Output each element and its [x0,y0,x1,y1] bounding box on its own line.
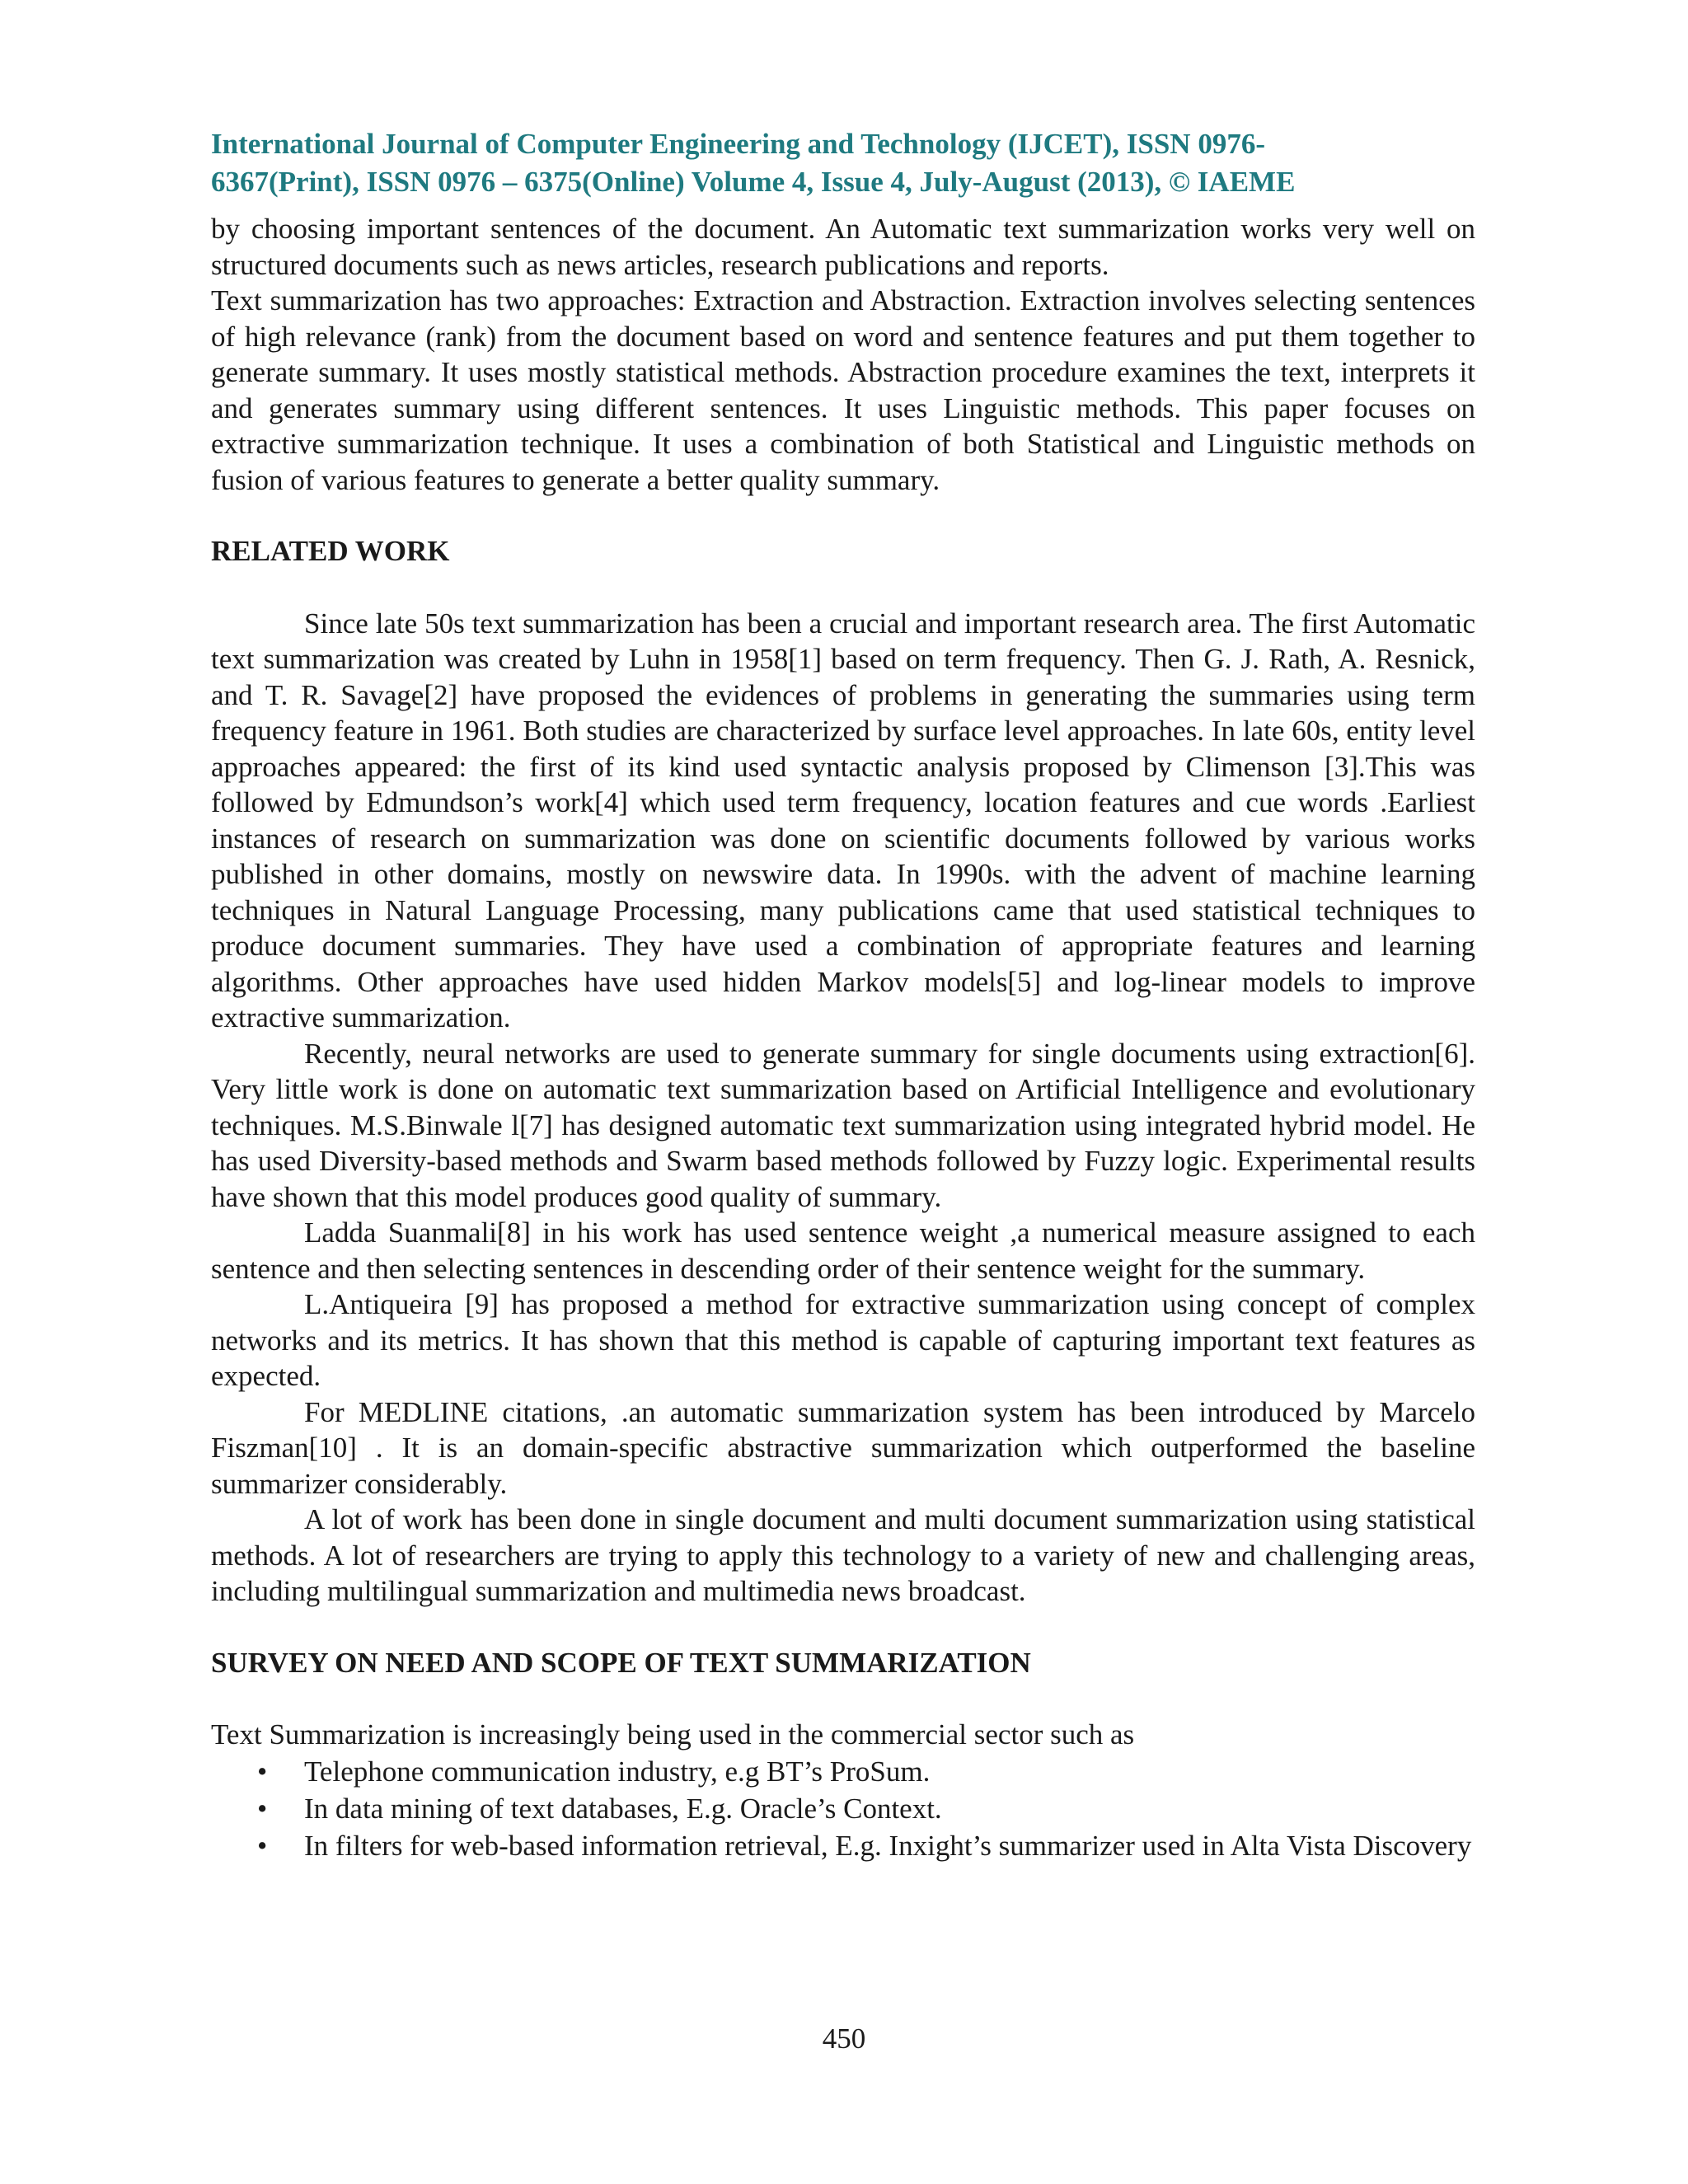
journal-header-line-1: International Journal of Computer Engineering and Technology (IJCET), ISSN 0976- [211,128,1265,160]
list-item-text: Telephone communication industry, e.g BT’s ProSum. [304,1755,931,1788]
journal-header [211,125,1475,201]
intro-paragraph-1: by choosing important sentences of the document. An Automatic text summarization works very well on structured documents such as news articles, research publications and reports. [211,213,1475,281]
journal-header-line-2: 6367(Print), ISSN 0976 – 6375(Online) Volume 4, Issue 4, July-August (2013), © IAEME [211,166,1296,198]
related-work-paragraph-6: A lot of work has been done in single document and multi document summarization using statistical methods. A lot of researchers are trying to apply this technology to a variety of new and challenging areas, including multilingual summarization and multimedia news broadcast. [211,1503,1475,1607]
bullet-icon: • [257,1755,268,1788]
list-item [211,1790,1475,1827]
related-work-paragraph-2: Recently, neural networks are used to generate summary for single documents using extraction[6]. Very little work is done on automatic text summarization based on Artificial Intelligence and evolutionary techniques. M.S.Binwale l[7] has designed automatic text summarization using integrated hybrid model. He has used Diversity-based methods and Swarm based methods followed by Fuzzy logic. Experimental results have shown that this model produces good quality of summary. [211,1037,1475,1213]
intro-paragraph-2: Text summarization has two approaches: Extraction and Abstraction. Extraction involves selecting sentences of high relevance (rank) from the document based on word and sentence features and put them together to generate summary. It uses mostly statistical methods. Abstraction procedure examines the text, interprets it and generates summary using different sentences. It uses Linguistic methods. This paper focuses on extractive summarization technique. It uses a combination of both Statistical and Linguistic methods on fusion of various features to generate a better quality summary. [211,284,1475,496]
bullet-icon: • [257,1792,268,1825]
related-work-paragraph-1: Since late 50s text summarization has been a crucial and important research area. The first Automatic text summarization was created by Luhn in 1958[1] based on term frequency. Then G. J. Rath, A. Resnick, and T. R. Savage[2] have proposed the evidences of problems in generating the summaries using term frequency feature in 1961. Both studies are characterized by surface level approaches. In late 60s, entity level approaches appeared: the first of its kind used syntactic analysis proposed by Climenson [3].This was followed by Edmundson’s work[4] which used term frequency, location features and cue words .Earliest instances of research on summarization was done on scientific documents followed by various works published in other domains, mostly on newswire data. In 1990s. with the advent of machine learning techniques in Natural Language Processing, many publications came that used statistical techniques to produce document summaries. They have used a combination of appropriate features and learning algorithms. Other approaches have used hidden Markov models[5] and log-linear models to improve extractive summarization. [211,607,1475,1033]
list-item-text: In data mining of text databases, E.g. Oracle’s Context. [304,1792,942,1825]
list-item [211,1827,1475,1864]
related-work-paragraph-5: For MEDLINE citations, .an automatic summarization system has been introduced by Marcelo Fiszman[10] . It is an domain-specific abstractive summarization which outperformed the baseline summarizer considerably. [211,1395,1475,1500]
section-heading-survey: SURVEY ON NEED AND SCOPE OF TEXT SUMMARIZATION [211,1646,1031,1679]
section-heading-related-work: RELATED WORK [211,535,450,567]
related-work-paragraph-3: Ladda Suanmali[8] in his work has used sentence weight ,a numerical measure assigned to each sentence and then selecting sentences in descending order of their sentence weight for the summary. [211,1216,1475,1285]
bullet-icon: • [257,1829,268,1862]
list-item [211,1753,1475,1790]
list-item-text: In filters for web-based information retrieval, E.g. Inxight’s summarizer used in Alta Vista Discovery [304,1829,1472,1862]
related-work-paragraph-4: L.Antiqueira [9] has proposed a method for extractive summarization using concept of complex networks and its metrics. It has shown that this method is capable of capturing important text features as expected. [211,1288,1475,1392]
survey-bullet-list [211,1753,1475,1864]
page-number: 450 [822,2022,866,2055]
survey-intro: Text Summarization is increasingly being used in the commercial sector such as [211,1718,1135,1750]
page-content [211,125,1475,1864]
